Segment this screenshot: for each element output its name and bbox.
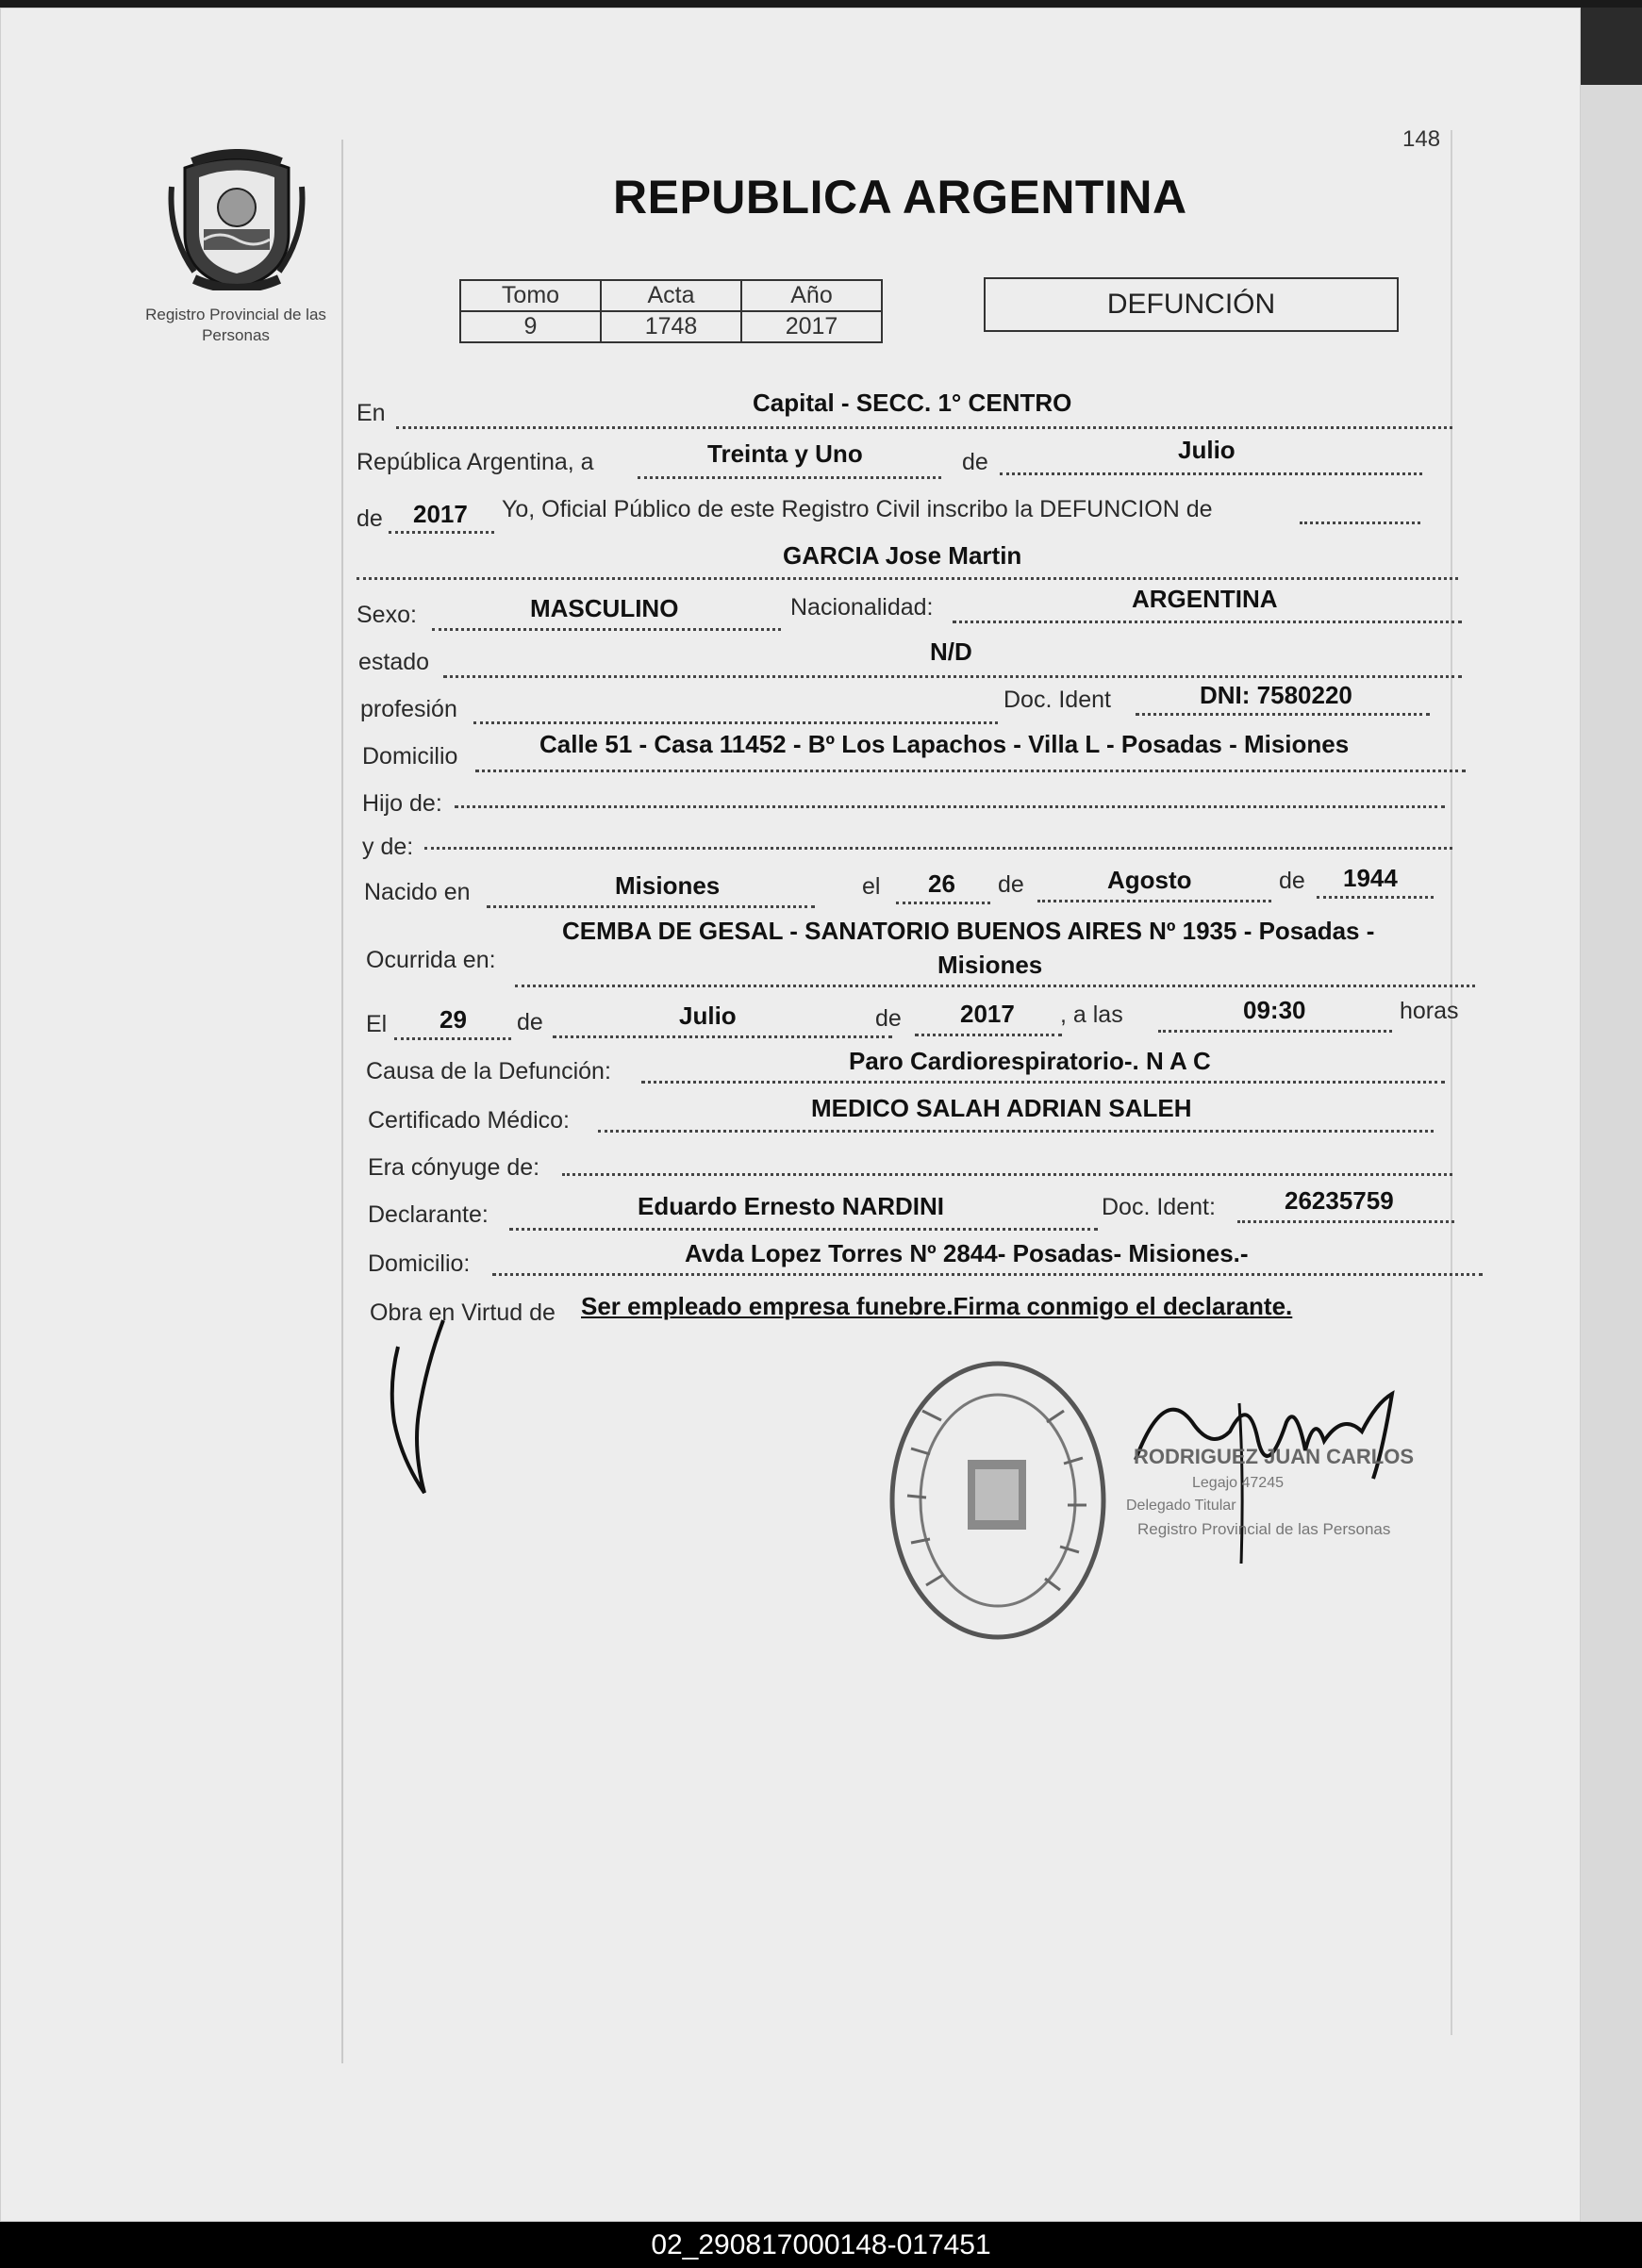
margin-rule (341, 140, 343, 2063)
day-fill-line (638, 476, 941, 479)
obra-value: Ser empleado empresa funebre.Firma conmigo el declarante. (581, 1292, 1293, 1320)
doc-ident-value: DNI: 7580220 (1200, 681, 1352, 709)
nacido-value: Misiones (615, 871, 721, 900)
en-value: Capital - SECC. 1° CENTRO (753, 389, 1072, 417)
causa-label: Causa de la Defunción: (366, 1058, 611, 1084)
nacionalidad-label: Nacionalidad: (790, 594, 934, 621)
de-label-3: de (998, 871, 1024, 898)
right-rule (1451, 130, 1452, 2035)
certificado-fill-line (598, 1130, 1434, 1133)
el-label: el (862, 873, 881, 900)
causa-value: Paro Cardiorespiratorio-. N A C (849, 1047, 1211, 1075)
death-month-fill-line (553, 1035, 892, 1038)
domicilio-fill-line (475, 770, 1466, 772)
month-text: Julio (1178, 436, 1236, 464)
declarante-label: Declarante: (368, 1201, 489, 1228)
de-label-6: de (875, 1005, 902, 1032)
tomo-header: Tomo (460, 280, 601, 311)
hijo-label: Hijo de: (362, 790, 442, 817)
nacido-fill-line (487, 905, 815, 908)
page-number: 148 (1402, 126, 1441, 152)
anio-header: Año (741, 280, 882, 311)
birth-year-fill-line (1317, 896, 1434, 899)
provincial-crest-icon (166, 149, 307, 290)
doc-ident-label-2: Doc. Ident: (1102, 1194, 1216, 1220)
acta-value: 1748 (601, 311, 741, 342)
underlying-sheet (1581, 85, 1642, 2222)
declarante-value: Eduardo Ernesto NARDINI (638, 1192, 945, 1220)
domicilio-2-fill-line (492, 1273, 1483, 1276)
nacionalidad-fill-line (953, 621, 1462, 623)
ocurrida-label: Ocurrida en: (366, 947, 496, 973)
register-table (459, 279, 883, 343)
month-fill-line (1000, 472, 1422, 475)
el-label-2: El (366, 1011, 388, 1037)
sexo-fill-line (432, 628, 781, 631)
republica-label: República Argentina, a (357, 449, 594, 475)
de-label-1: de (962, 449, 988, 475)
official-role-stamp: Delegado Titular (1126, 1498, 1236, 1514)
de-label-5: de (517, 1009, 543, 1035)
causa-fill-line (641, 1081, 1445, 1084)
document-title: REPUBLICA ARGENTINA (613, 171, 1187, 223)
official-name-stamp: RODRIGUEZ JUAN CARLOS (1134, 1445, 1415, 1468)
doc-ident-label: Doc. Ident (1003, 687, 1111, 713)
tomo-value: 9 (460, 311, 601, 342)
profesion-label: profesión (360, 696, 457, 722)
en-label: En (357, 400, 386, 426)
birth-year: 1944 (1343, 864, 1398, 892)
doc-ident-fill-line (1136, 713, 1430, 716)
sexo-label: Sexo: (357, 602, 417, 628)
register-header-row (460, 280, 882, 311)
acta-header: Acta (601, 280, 741, 311)
death-time-fill-line (1158, 1030, 1392, 1033)
inscribo-text: Yo, Oficial Público de este Registro Civil inscribo la DEFUNCION de (502, 496, 1213, 522)
register-value-row (460, 311, 882, 342)
official-legajo-stamp: Legajo 47245 (1192, 1475, 1284, 1491)
estado-label: estado (358, 649, 430, 675)
anio-value: 2017 (741, 311, 882, 342)
birth-month-fill-line (1037, 900, 1271, 902)
year-value: 2017 (413, 500, 468, 528)
yde-fill-line (424, 847, 1452, 850)
declarante-signature (385, 1318, 460, 1498)
death-day: 29 (440, 1005, 467, 1034)
declarante-fill-line (509, 1228, 1098, 1231)
estado-value: N/D (930, 637, 972, 666)
yde-label: y de: (362, 834, 414, 860)
estado-fill-line (443, 675, 1462, 678)
death-time: 09:30 (1243, 996, 1306, 1024)
ocurrida-value-line1: CEMBA DE GESAL - SANATORIO BUENOS AIRES Nº 1935 - Posadas - (562, 917, 1375, 945)
domicilio-value-2: Avda Lopez Torres Nº 2844- Posadas- Misiones.- (685, 1239, 1249, 1267)
doc-ident-2-fill-line (1237, 1220, 1454, 1223)
scan-footer-code: 02_290817000148-017451 (0, 2222, 1642, 2268)
year-fill-line (389, 531, 494, 534)
nacido-label: Nacido en (364, 879, 471, 905)
death-certificate-page (0, 8, 1581, 2222)
conyuge-fill-line (562, 1173, 1452, 1176)
birth-month: Agosto (1107, 866, 1192, 894)
horas-label: horas (1400, 998, 1459, 1024)
en-fill-line (396, 426, 1452, 429)
nacionalidad-value: ARGENTINA (1132, 585, 1278, 613)
inscribo-fill-line (1300, 521, 1420, 524)
crest-caption: Registro Provincial de las Personas (145, 306, 326, 344)
official-signature (1126, 1366, 1437, 1573)
death-year: 2017 (960, 1000, 1015, 1028)
birth-day: 26 (928, 869, 955, 898)
hijo-fill-line (455, 805, 1445, 808)
death-day-fill-line (394, 1037, 511, 1040)
alas-label: , a las (1060, 1002, 1123, 1028)
official-office-stamp: Registro Provincial de las Personas (1137, 1520, 1391, 1538)
ocurrida-fill-line (515, 985, 1475, 987)
day-text: Treinta y Uno (707, 439, 863, 468)
scan-top-edge (0, 0, 1642, 8)
conyuge-label: Era cónyuge de: (368, 1154, 540, 1181)
domicilio-label-2: Domicilio: (368, 1250, 471, 1277)
profesion-fill-line (473, 721, 998, 724)
record-type-box: DEFUNCIÓN (984, 277, 1399, 332)
sexo-value: MASCULINO (530, 594, 679, 622)
name-fill-line (357, 577, 1458, 580)
certificado-label: Certificado Médico: (368, 1107, 570, 1134)
birth-day-fill-line (896, 902, 990, 904)
death-month: Julio (679, 1002, 737, 1030)
domicilio-label: Domicilio (362, 743, 458, 770)
de-label-2: de (357, 505, 383, 532)
deceased-name: GARCIA Jose Martin (783, 541, 1022, 570)
certificado-value: MEDICO SALAH ADRIAN SALEH (811, 1094, 1192, 1122)
official-seal-stamp (885, 1354, 1111, 1647)
doc-ident-value-2: 26235759 (1285, 1186, 1394, 1215)
de-label-4: de (1279, 868, 1305, 894)
obra-label: Obra en Virtud de (370, 1300, 556, 1326)
ocurrida-value-line2: Misiones (937, 951, 1043, 979)
death-year-fill-line (915, 1034, 1062, 1036)
domicilio-value: Calle 51 - Casa 11452 - Bº Los Lapachos - Villa L - Posadas - Misiones (539, 730, 1350, 758)
